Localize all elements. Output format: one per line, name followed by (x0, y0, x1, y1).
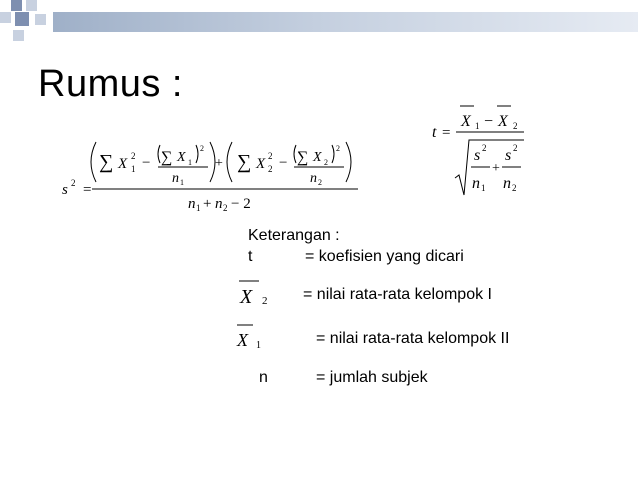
var-x2: X (256, 156, 266, 172)
var-n1-sub: 1 (180, 178, 184, 187)
legend-n-desc: = jumlah subjek (316, 369, 428, 386)
svg-text:X: X (240, 286, 253, 308)
svg-text:1: 1 (256, 340, 261, 351)
var-minus-2: − (279, 155, 288, 171)
var-inner-x1: X (177, 150, 186, 165)
var-plus: + (215, 156, 223, 171)
t-x2-sub: 2 (513, 121, 518, 131)
t-lhs: t (432, 124, 437, 141)
var-n2-sub: 2 (318, 178, 322, 187)
legend-x1-desc: = nilai rata-rata kelompok II (316, 330, 510, 347)
legend-n-symbol: n (259, 369, 268, 386)
var-sum-inner-2: ∑ (297, 149, 309, 166)
legend-x2-desc: = nilai rata-rata kelompok I (303, 286, 492, 303)
var-x2-sub: 2 (268, 164, 273, 174)
var-sum-1: ∑ (99, 151, 114, 173)
slide-title: Rumus : (38, 63, 183, 105)
var-inner-x2-sub: 2 (324, 158, 328, 167)
t-minus: − (484, 113, 494, 130)
legend-x2-symbol (239, 281, 268, 308)
t-n2-sub: 2 (512, 183, 517, 193)
t-s-2: s (505, 147, 512, 164)
var-inner-sq-2: 2 (336, 144, 340, 153)
var-den-plus: + (203, 196, 212, 212)
t-s-2-exp: 2 (513, 143, 518, 153)
t-x1-sub: 1 (475, 121, 480, 131)
t-s-1-exp: 2 (482, 143, 487, 153)
var-x2-sq: 2 (268, 151, 273, 161)
var-inner-sq-1: 2 (200, 144, 204, 153)
paren-left-2 (227, 142, 232, 182)
var-den-n2-sub: 2 (223, 203, 228, 213)
var-den-n1: n (188, 196, 196, 212)
t-n1-sub: 1 (481, 183, 486, 193)
t-equals: = (442, 125, 451, 141)
t-s-1: s (474, 147, 481, 164)
t-n2: n (503, 175, 511, 192)
t-plus: + (492, 161, 500, 176)
var-equals: = (83, 182, 92, 198)
var-minus-1: − (142, 155, 151, 171)
var-sum-inner-1: ∑ (161, 149, 173, 166)
var-x1-sq: 2 (131, 151, 136, 161)
var-den-n1-sub: 1 (196, 203, 201, 213)
var-inner-x2: X (313, 150, 322, 165)
t-n1: n (472, 175, 480, 192)
paren-right-2 (346, 142, 351, 182)
var-den-tail: − 2 (231, 196, 251, 212)
var-sum-2: ∑ (237, 151, 252, 173)
var-x1-sub: 1 (131, 164, 136, 174)
t-x2: X (498, 113, 508, 130)
var-x1: X (118, 156, 128, 172)
legend-t-symbol: t (248, 248, 253, 265)
legend-heading: Keterangan : (248, 227, 340, 244)
t-test-formula (432, 106, 524, 195)
var-n1: n (172, 171, 179, 186)
legend-x1-symbol (236, 325, 261, 351)
var-lhs: s (62, 182, 68, 198)
variance-formula (62, 142, 358, 213)
legend-t-desc: = koefisien yang dicari (305, 248, 464, 265)
var-den-n2: n (215, 196, 223, 212)
paren-left-1 (91, 142, 96, 182)
svg-text:2: 2 (262, 295, 268, 307)
svg-text:X: X (237, 330, 248, 350)
var-lhs-exp: 2 (71, 178, 76, 188)
t-x1: X (461, 113, 471, 130)
var-inner-x1-sub: 1 (188, 158, 192, 167)
var-n2: n (310, 171, 317, 186)
